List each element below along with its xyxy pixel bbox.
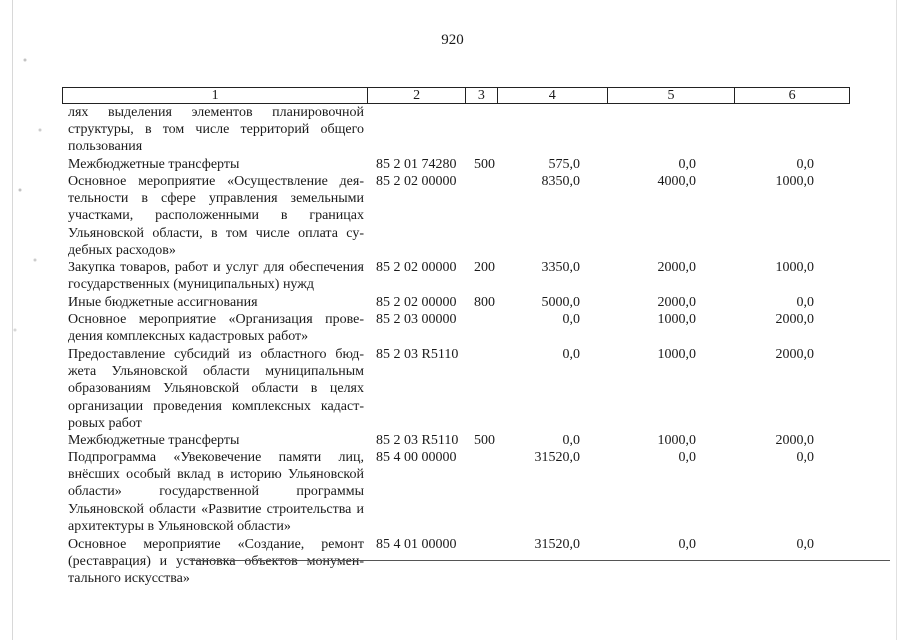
row-description: Межбюджетные трансферты xyxy=(68,157,240,172)
row-code: 85 2 02 00000 xyxy=(376,260,457,275)
row-value-col4: 5000,0 xyxy=(541,295,580,310)
page-bottom-rule xyxy=(190,560,890,561)
row-code: 85 4 01 00000 xyxy=(376,537,457,552)
row-description: Иные бюджетные ассигнования xyxy=(68,295,258,310)
row-value-col6: 1000,0 xyxy=(775,174,814,189)
row-value-col5: 1000,0 xyxy=(657,312,696,327)
header-col-2: 2 xyxy=(368,88,466,103)
row-expense-type: 500 xyxy=(474,157,495,172)
row-description: Межбюджетные трансферты xyxy=(68,433,240,448)
header-col-5: 5 xyxy=(608,88,736,103)
row-value-col5: 0,0 xyxy=(678,157,696,172)
row-value-col4: 0,0 xyxy=(562,433,580,448)
row-value-col6: 0,0 xyxy=(796,450,814,465)
header-col-1: 1 xyxy=(63,88,368,103)
row-value-col6: 2000,0 xyxy=(775,347,814,362)
row-value-col5: 1000,0 xyxy=(657,433,696,448)
row-expense-type: 200 xyxy=(474,260,495,275)
row-description: Подпрограмма «Увековечение памяти лиц, внёсших особый вклад в историю Ульяновской области» государственной программы Ульяновской области «Развитие строительства и архитектуры в Ульяновской области» xyxy=(68,450,364,534)
header-col-4: 4 xyxy=(498,88,608,103)
row-code: 85 2 03 R5110 xyxy=(376,347,459,362)
row-code: 85 2 02 00000 xyxy=(376,174,457,189)
table-header xyxy=(62,87,850,104)
scan-left-edge xyxy=(12,0,13,640)
row-value-col4: 3350,0 xyxy=(541,260,580,275)
row-code: 85 2 03 R5110 xyxy=(376,433,459,448)
row-description: Основное мероприятие «Осуществление деятельности в сфере управления земельными участками, расположенными в границах Ульяновской области, в том числе оплата судебных расходов» xyxy=(68,174,364,258)
scan-right-edge xyxy=(896,0,897,640)
row-description: Основное мероприятие «Создание, ремонт (реставрация) и установка объектов монументального искусства» xyxy=(68,537,364,587)
row-value-col5: 1000,0 xyxy=(657,347,696,362)
header-col-6: 6 xyxy=(788,88,796,103)
row-value-col5: 4000,0 xyxy=(657,174,696,189)
row-value-col4: 31520,0 xyxy=(534,450,580,465)
header-col-3: 3 xyxy=(466,88,498,103)
row-expense-type: 500 xyxy=(474,433,495,448)
row-description: Закупка товаров, работ и услуг для обеспечения государственных (муниципальных) нужд xyxy=(68,260,364,293)
row-value-col4: 8350,0 xyxy=(541,174,580,189)
scan-margin-artifacts xyxy=(0,0,60,640)
row-description: Основное мероприятие «Организация проведения комплексных кадастровых работ» xyxy=(68,312,364,345)
row-code: 85 2 03 00000 xyxy=(376,312,457,327)
row-value-col4: 31520,0 xyxy=(534,537,580,552)
row-value-col6: 1000,0 xyxy=(775,260,814,275)
row-code: 85 2 01 74280 xyxy=(376,157,457,172)
row-value-col4: 575,0 xyxy=(548,157,580,172)
row-value-col6: 2000,0 xyxy=(775,433,814,448)
row-value-col4: 0,0 xyxy=(562,347,580,362)
row-value-col6: 2000,0 xyxy=(775,312,814,327)
row-value-col5: 2000,0 xyxy=(657,295,696,310)
row-value-col6: 0,0 xyxy=(796,537,814,552)
row-value-col5: 2000,0 xyxy=(657,260,696,275)
row-code: 85 4 00 00000 xyxy=(376,450,457,465)
page-number: 920 xyxy=(441,32,464,48)
row-value-col5: 0,0 xyxy=(678,537,696,552)
row-description: лях выделения элементов планировочной структуры, в том числе территорий общего пользования xyxy=(68,105,364,155)
row-value-col6: 0,0 xyxy=(796,157,814,172)
row-value-col4: 0,0 xyxy=(562,312,580,327)
row-description: Предоставление субсидий из областного бюджета Ульяновской области муниципальным образованиям Ульяновской области в целях организации проведения комплексных кадастровых работ xyxy=(68,347,364,431)
row-expense-type: 800 xyxy=(474,295,495,310)
row-value-col5: 0,0 xyxy=(678,450,696,465)
row-code: 85 2 02 00000 xyxy=(376,295,457,310)
row-value-col6: 0,0 xyxy=(796,295,814,310)
